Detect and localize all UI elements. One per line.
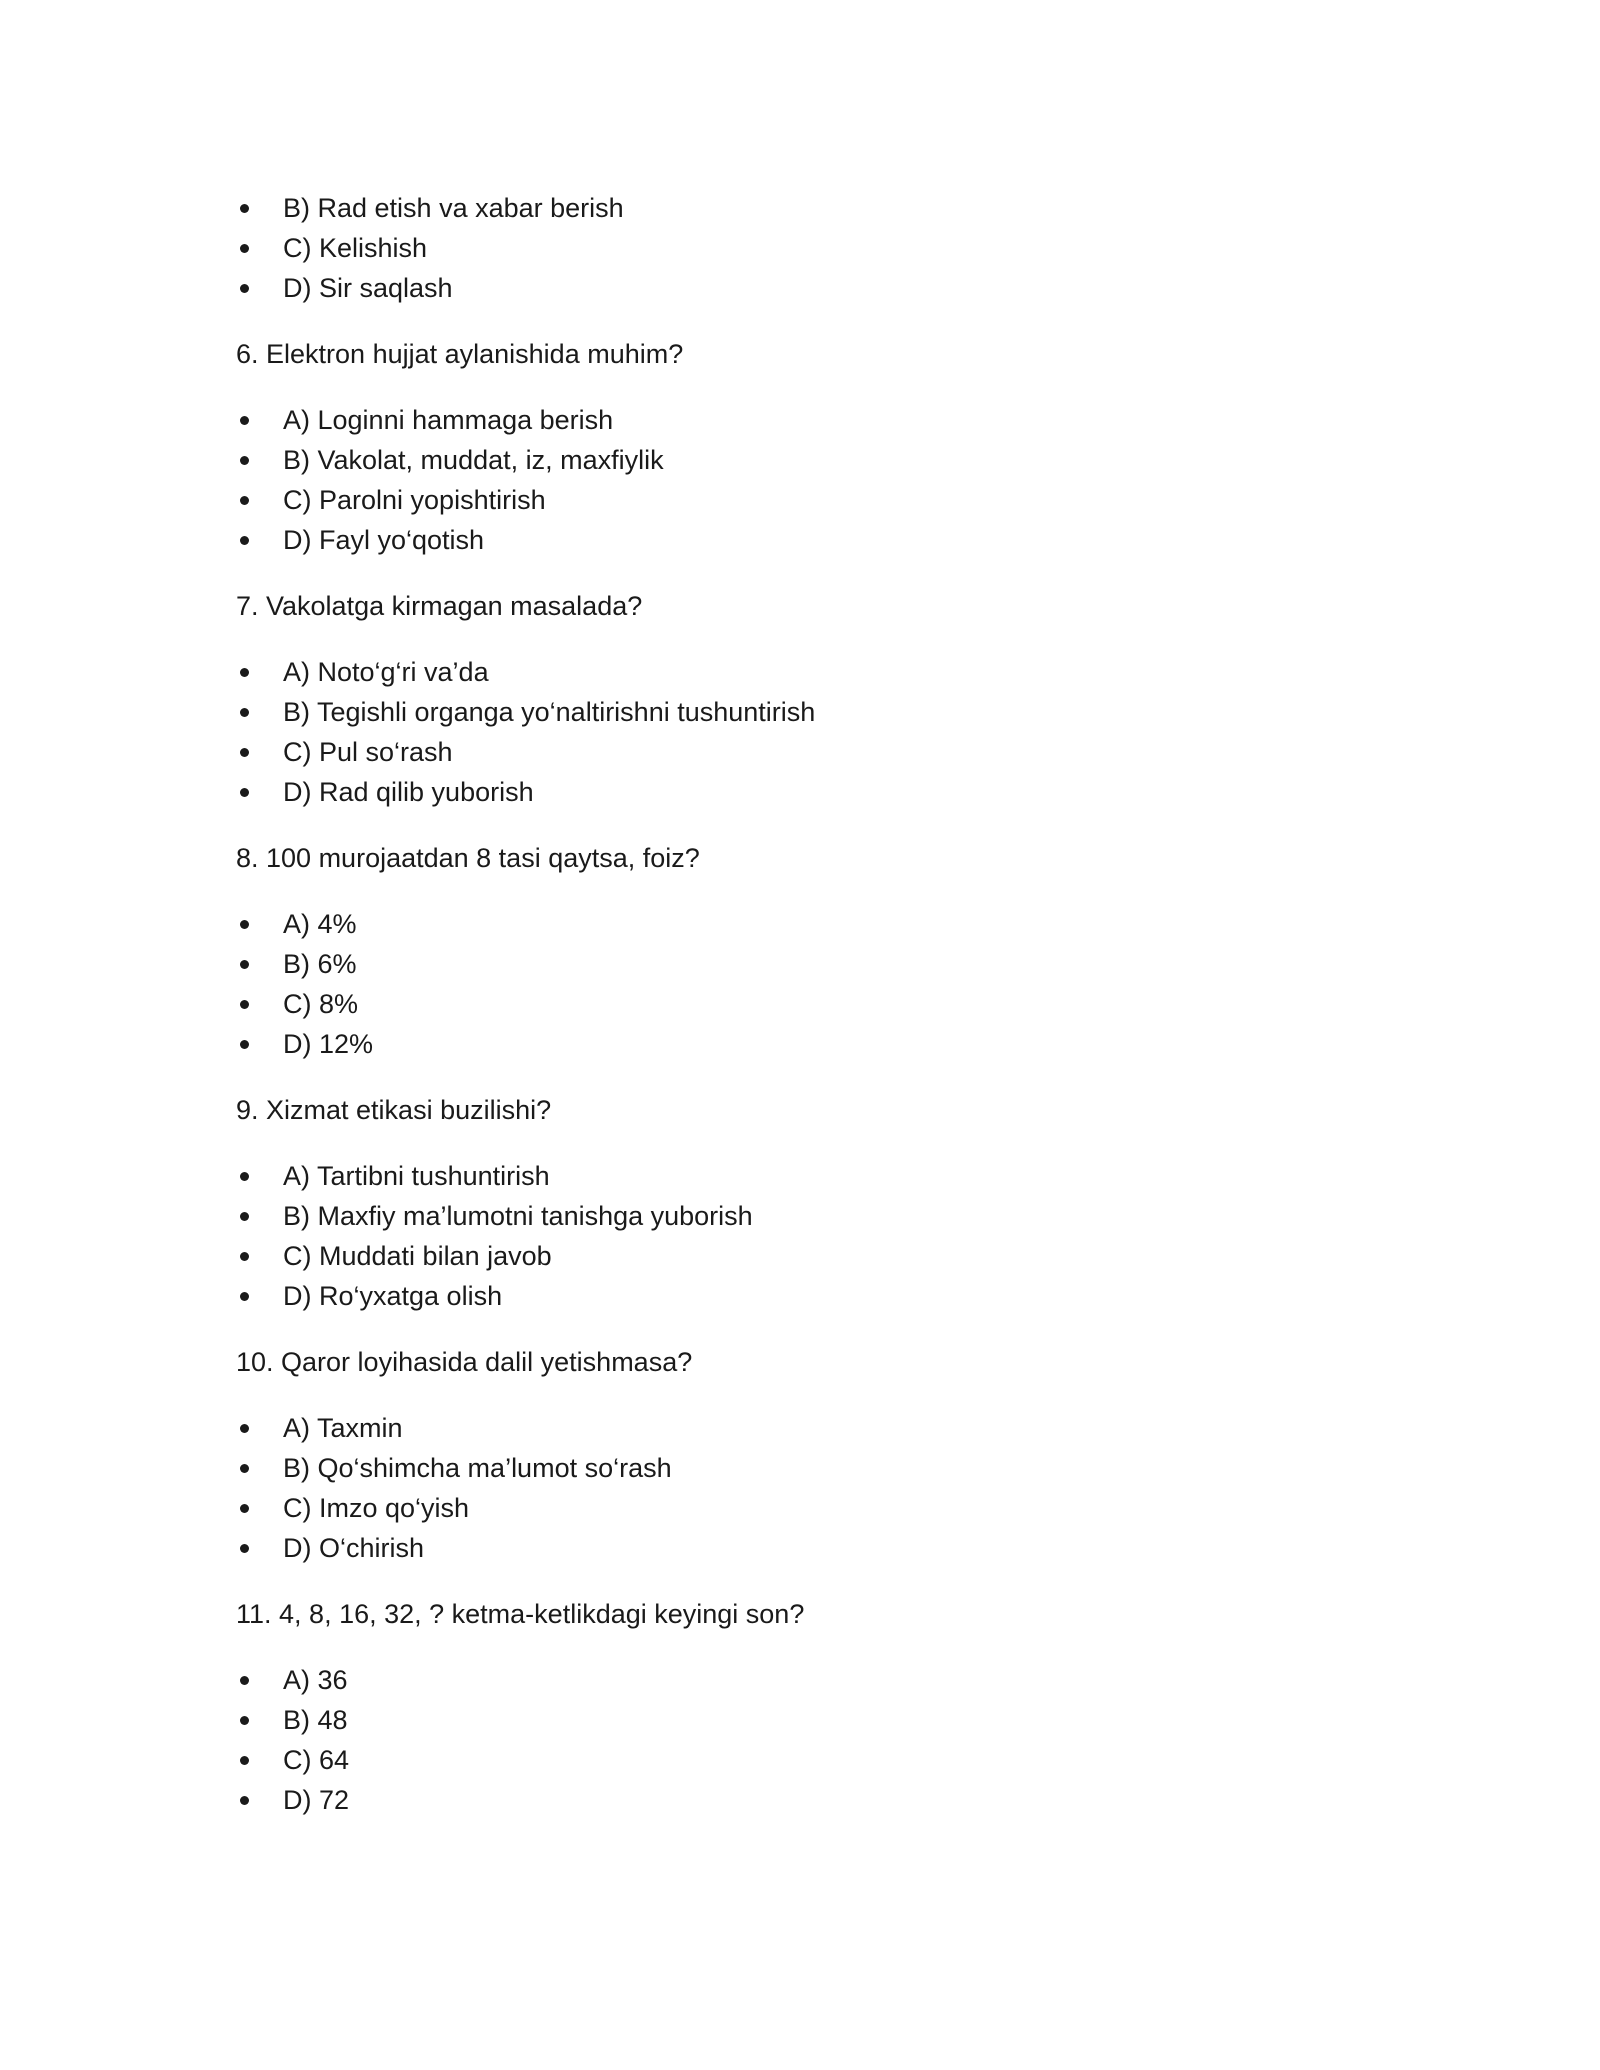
option-text: A) Noto‘g‘ri va’da [283,657,489,687]
option-item [236,1024,1366,1064]
option-item [236,772,1366,812]
bullet-icon [240,284,249,293]
option-item [236,984,1366,1024]
option-item [236,1448,1366,1488]
option-item [236,400,1366,440]
bullet-icon [240,1464,249,1473]
question-title: 11. 4, 8, 16, 32, ? ketma-ketlikdagi keyingi son? [236,1599,805,1629]
option-item [236,1408,1366,1448]
option-list [236,1660,1366,1820]
option-text: B) 6% [283,949,357,979]
option-item [236,692,1366,732]
bullet-icon [240,1292,249,1301]
option-item [236,1196,1366,1236]
bullet-icon [240,1504,249,1513]
bullet-icon [240,1212,249,1221]
option-item [236,904,1366,944]
bullet-icon [240,708,249,717]
option-list [236,904,1366,1064]
option-item [236,1660,1366,1700]
bullet-icon [240,668,249,677]
bullet-icon [240,920,249,929]
question-title: 8. 100 murojaatdan 8 tasi qaytsa, foiz? [236,843,700,873]
bullet-icon [240,1544,249,1553]
quiz-content [236,188,1366,1820]
option-text: A) Loginni hammaga berish [283,405,614,435]
option-item [236,652,1366,692]
option-text: C) Imzo qo‘yish [283,1493,470,1523]
leading-option-list [236,188,1366,308]
option-item [236,228,1366,268]
option-text: B) 48 [283,1705,348,1735]
option-list [236,652,1366,812]
option-item [236,268,1366,308]
option-list [236,400,1366,560]
option-item [236,440,1366,480]
bullet-icon [240,1424,249,1433]
option-text: B) Rad etish va xabar berish [283,193,624,223]
bullet-icon [240,536,249,545]
question-title: 6. Elektron hujjat aylanishida muhim? [236,339,684,369]
bullet-icon [240,1252,249,1261]
bullet-icon [240,244,249,253]
option-item [236,1276,1366,1316]
option-text: D) Rad qilib yuborish [283,777,534,807]
option-item [236,1488,1366,1528]
bullet-icon [240,1172,249,1181]
option-text: A) 4% [283,909,357,939]
option-text: B) Qo‘shimcha ma’lumot so‘rash [283,1453,672,1483]
option-item [236,1780,1366,1820]
bullet-icon [240,748,249,757]
option-text: D) Sir saqlash [283,273,453,303]
bullet-icon [240,1676,249,1685]
bullet-icon [240,960,249,969]
option-item [236,1740,1366,1780]
option-item [236,1700,1366,1740]
bullet-icon [240,456,249,465]
bullet-icon [240,1756,249,1765]
bullet-icon [240,788,249,797]
option-text: D) 72 [283,1785,350,1815]
option-item [236,480,1366,520]
option-text: D) Ro‘yxatga olish [283,1281,503,1311]
option-text: B) Maxfiy ma’lumotni tanishga yuborish [283,1201,753,1231]
option-text: D) Fayl yo‘qotish [283,525,485,555]
question-title: 9. Xizmat etikasi buzilishi? [236,1095,552,1125]
option-item [236,188,1366,228]
option-text: A) Taxmin [283,1413,403,1443]
option-text: C) Kelishish [283,233,428,263]
option-text: C) Pul so‘rash [283,737,453,767]
option-item [236,1236,1366,1276]
option-text: B) Tegishli organga yo‘naltirishni tushuntirish [283,697,816,727]
option-item [236,732,1366,772]
option-item [236,1156,1366,1196]
option-text: C) Muddati bilan javob [283,1241,552,1271]
question-title: 7. Vakolatga kirmagan masalada? [236,591,643,621]
option-item [236,944,1366,984]
option-text: B) Vakolat, muddat, iz, maxfiylik [283,445,664,475]
option-item [236,1528,1366,1568]
option-text: A) 36 [283,1665,348,1695]
option-text: D) 12% [283,1029,374,1059]
option-list [236,1408,1366,1568]
option-text: C) Parolni yopishtirish [283,485,546,515]
question-title: 10. Qaror loyihasida dalil yetishmasa? [236,1347,693,1377]
option-text: D) O‘chirish [283,1533,425,1563]
bullet-icon [240,1000,249,1009]
bullet-icon [240,1040,249,1049]
bullet-icon [240,1716,249,1725]
option-text: C) 8% [283,989,359,1019]
option-item [236,520,1366,560]
option-text: C) 64 [283,1745,350,1775]
bullet-icon [240,496,249,505]
option-list [236,1156,1366,1316]
bullet-icon [240,204,249,213]
option-text: A) Tartibni tushuntirish [283,1161,550,1191]
bullet-icon [240,416,249,425]
bullet-icon [240,1796,249,1805]
